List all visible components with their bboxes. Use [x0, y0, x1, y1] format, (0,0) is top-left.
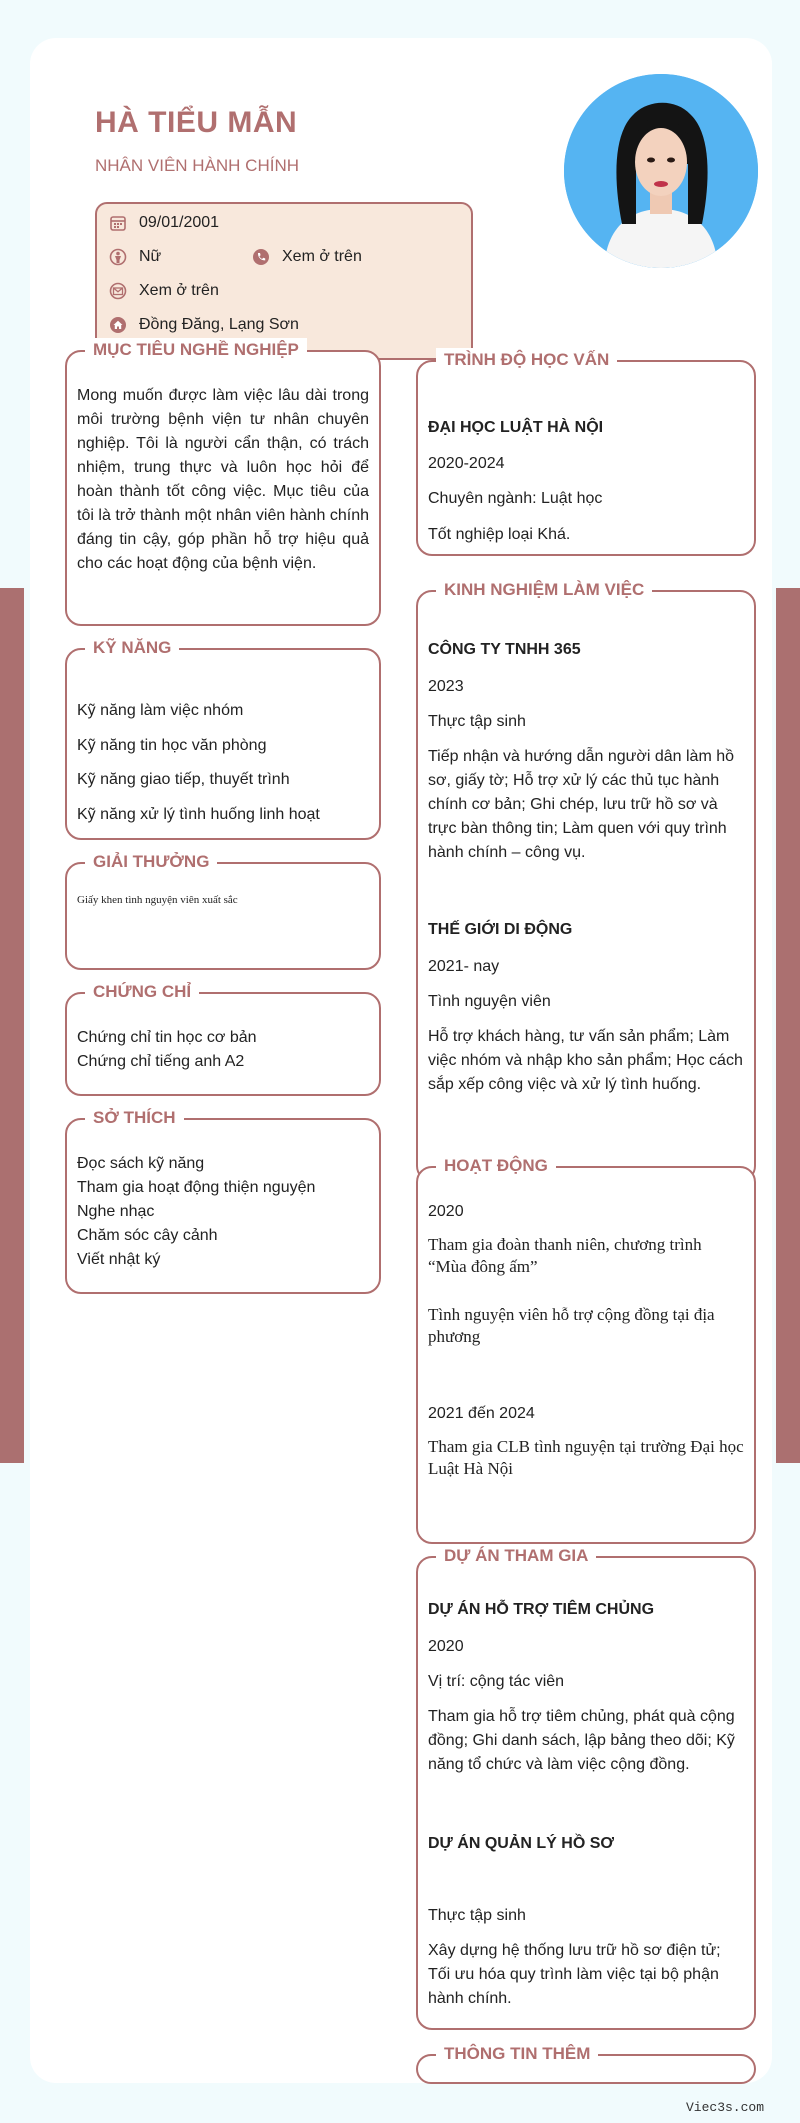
- project-name: DỰ ÁN HỖ TRỢ TIÊM CHỦNG: [428, 1601, 655, 1618]
- gender-row: [109, 248, 161, 266]
- candidate-title: NHÂN VIÊN HÀNH CHÍNH: [95, 156, 300, 175]
- skills-title: KỸ NĂNG: [85, 636, 179, 660]
- phone-row: [252, 248, 362, 266]
- calendar-icon: [109, 214, 127, 232]
- education-period: 2020-2024: [428, 454, 505, 472]
- education-title: TRÌNH ĐỘ HỌC VẤN: [436, 348, 617, 372]
- skill-item: Kỹ năng tin học văn phòng: [77, 736, 267, 754]
- activity-item: Tham gia đoàn thanh niên, chương trình “Mùa đông ấm”: [428, 1235, 702, 1276]
- watermark: Viec3s.com: [685, 2100, 764, 2115]
- project-name: DỰ ÁN QUẢN LÝ HỒ SƠ: [428, 1835, 615, 1852]
- phone-value: Xem ở trên: [282, 248, 362, 265]
- job-period: 2023: [428, 678, 464, 695]
- additional-info-section: [416, 2044, 756, 2084]
- education-school: ĐẠI HỌC LUẬT HÀ NỘI: [428, 419, 604, 436]
- email-row: [109, 282, 219, 300]
- activity-period: 2021 đến 2024: [428, 1405, 535, 1422]
- candidate-name: HÀ TIỂU MẪN: [95, 106, 298, 139]
- hobbies-title: SỞ THÍCH: [85, 1106, 184, 1130]
- address-value: Đồng Đăng, Lạng Sơn: [139, 316, 299, 333]
- dob-value: 09/01/2001: [139, 214, 220, 231]
- activities-title: HOẠT ĐỘNG: [436, 1154, 556, 1178]
- project-role: Thực tập sinh: [428, 1907, 526, 1924]
- phone-icon: [252, 248, 270, 266]
- dob-row: [109, 214, 219, 232]
- additional-info-title: THÔNG TIN THÊM: [436, 2042, 598, 2066]
- job-position: Tình nguyện viên: [428, 993, 551, 1010]
- contact-info-box: [95, 202, 473, 360]
- certificates-title: CHỨNG CHỈ: [85, 980, 199, 1004]
- certificates-section: [65, 982, 381, 1096]
- awards-title: GIẢI THƯỞNG: [85, 850, 217, 874]
- project-description: Tham gia hỗ trợ tiêm chủng, phát quà cộng đồng; Ghi danh sách, lập bảng theo dõi; Kỹ năng tổ chức và làm việc cộng đồng.: [428, 1708, 735, 1773]
- certificate-item: Chứng chỉ tin học cơ bản: [77, 1029, 257, 1046]
- project-description: Xây dựng hệ thống lưu trữ hồ sơ điện tử; Tối ưu hóa quy trình làm việc tại bộ phận hành chính.: [428, 1942, 721, 2007]
- project-role: Vị trí: cộng tác viên: [428, 1673, 565, 1690]
- activity-period: 2020: [428, 1203, 464, 1220]
- award-item: Giấy khen tình nguyện viên xuất sắc: [77, 894, 238, 906]
- activity-item: Tình nguyện viên hỗ trợ cộng đồng tại địa phương: [428, 1305, 715, 1346]
- education-grade: Tốt nghiệp loại Khá.: [428, 525, 571, 543]
- home-icon: [109, 316, 127, 334]
- hobby-item: Viết nhật ký: [77, 1251, 161, 1268]
- skill-item: Kỹ năng xử lý tình huống linh hoạt: [77, 805, 320, 823]
- job-company: THẾ GIỚI DI ĐỘNG: [428, 921, 573, 938]
- job-period: 2021- nay: [428, 958, 500, 975]
- objective-section: [65, 340, 381, 626]
- address-row: [109, 316, 299, 334]
- profile-photo: [564, 74, 758, 268]
- objective-text: Mong muốn được làm việc lâu dài trong môi trường bệnh viện tư nhân chuyên nghiệp. Tôi là người cẩn thận, có trách nhiệm, trung thực và luôn học hỏi để hoàn thành tốt công việc. Mục tiêu của tôi là trở thành một nhân viên hành chính đáng tin cậy, góp phần hỗ trợ hiệu quả cho các hoạt động của bệnh viện.: [77, 387, 369, 572]
- gender-icon: [109, 248, 127, 266]
- objective-title: MỤC TIÊU NGHỀ NGHIỆP: [85, 338, 307, 362]
- email-value: Xem ở trên: [139, 282, 219, 299]
- activity-item: Tham gia CLB tình nguyện tại trường Đại học Luật Hà Nội: [428, 1437, 744, 1478]
- job-position: Thực tập sinh: [428, 713, 526, 730]
- hobby-item: Đọc sách kỹ năng: [77, 1155, 205, 1172]
- hobby-item: Tham gia hoạt động thiện nguyện: [77, 1179, 316, 1196]
- hobbies-section: [65, 1108, 381, 1294]
- cv-page: [30, 38, 772, 2083]
- projects-title: DỰ ÁN THAM GIA: [436, 1544, 596, 1568]
- hobby-item: Chăm sóc cây cảnh: [77, 1227, 218, 1244]
- skills-section: [65, 638, 381, 840]
- education-major: Chuyên ngành: Luật học: [428, 490, 603, 507]
- project-period: 2020: [428, 1638, 464, 1655]
- gender-value: Nữ: [139, 248, 162, 265]
- awards-section: [65, 852, 381, 970]
- skill-item: Kỹ năng giao tiếp, thuyết trình: [77, 771, 290, 788]
- email-icon: [109, 282, 127, 300]
- education-section: [416, 350, 756, 556]
- skill-item: Kỹ năng làm việc nhóm: [77, 702, 244, 719]
- certificate-item: Chứng chỉ tiếng anh A2: [77, 1053, 245, 1070]
- job-description: Tiếp nhận và hướng dẫn người dân làm hồ sơ, giấy tờ; Hỗ trợ xử lý các thủ tục hành chính cơ bản; Ghi chép, lưu trữ hồ sơ và trực bàn thông tin; Làm quen với quy trình hành chính – công vụ.: [428, 748, 735, 861]
- job-company: CÔNG TY TNHH 365: [428, 641, 581, 658]
- experience-title: KINH NGHIỆM LÀM VIỆC: [436, 578, 652, 602]
- decorative-side-bar-left: [0, 588, 24, 1463]
- decorative-side-bar-right: [776, 588, 800, 1463]
- job-description: Hỗ trợ khách hàng, tư vấn sản phẩm; Làm việc nhóm và nhập kho sản phẩm; Học cách sắp xếp công việc và xử lý tình huống.: [428, 1028, 743, 1093]
- hobby-item: Nghe nhạc: [77, 1203, 155, 1220]
- activities-section: [416, 1156, 756, 1544]
- experience-section: [416, 580, 756, 1182]
- projects-section: [416, 1546, 756, 2030]
